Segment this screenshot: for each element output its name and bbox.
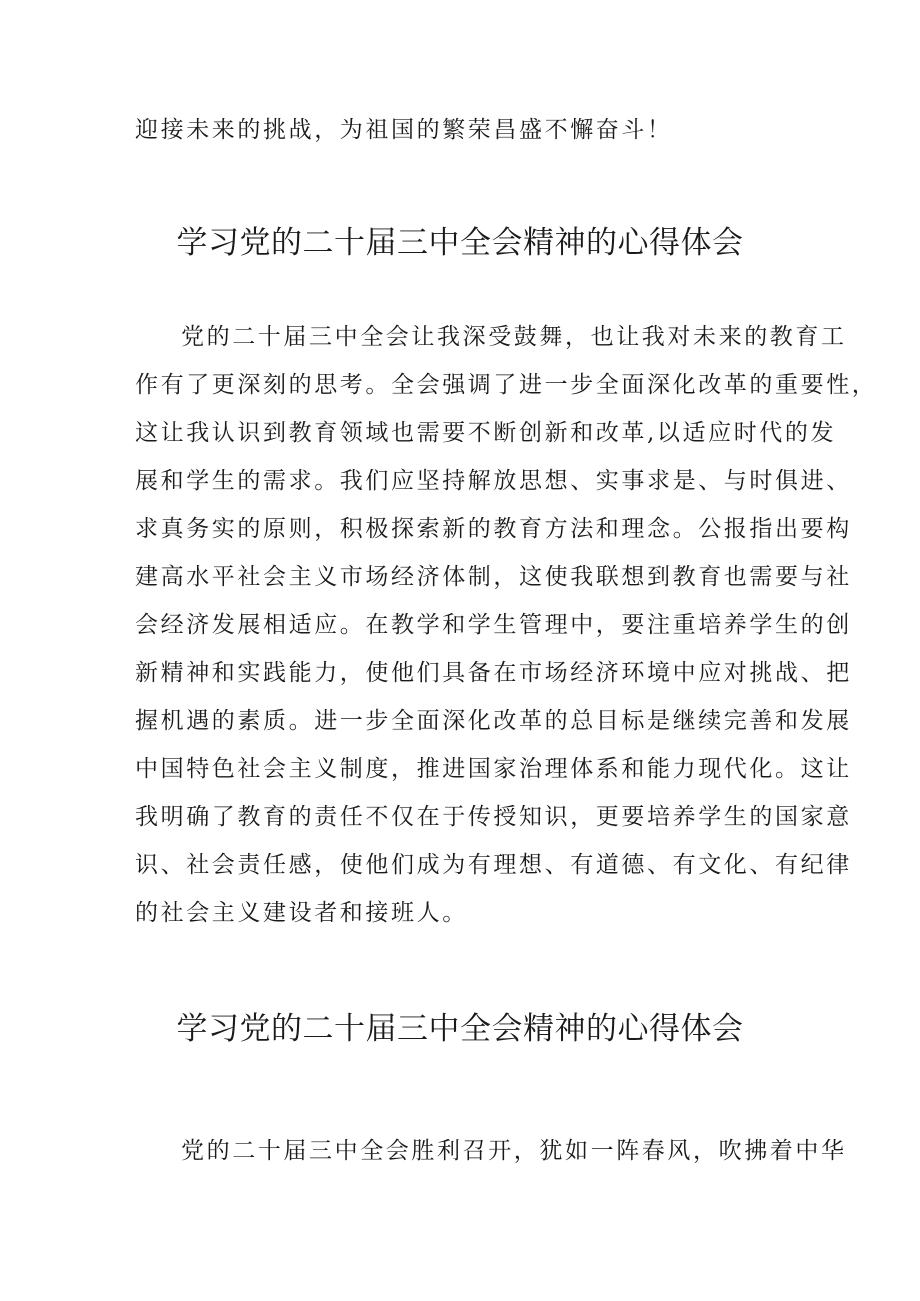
paragraph-line: 党的二十届三中全会胜利召开，犹如一阵春风，吹拂着中华 xyxy=(181,1138,847,1164)
paragraph-line: 识、社会责任感，使他们成为有理想、有道德、有文化、有纪律 xyxy=(135,852,852,878)
paragraph-line: 的社会主义建设者和接班人。 xyxy=(135,900,468,926)
paragraph-line: 我明确了教育的责任不仅在于传授知识，更要培养学生的国家意 xyxy=(135,804,852,830)
paragraph-line: 新精神和实践能力，使他们具备在市场经济环境中应对挑战、把 xyxy=(135,660,852,686)
intro-paragraph-line: 迎接未来的挑战，为祖国的繁荣昌盛不懈奋斗！ xyxy=(135,117,673,143)
section-1-title: 学习党的二十届三中全会精神的心得体会 xyxy=(176,225,744,261)
paragraph-line: 会经济发展相适应。在教学和学生管理中，要注重培养学生的创 xyxy=(135,612,852,638)
paragraph-line: 建高水平社会主义市场经济体制，这使我联想到教育也需要与社 xyxy=(135,564,852,590)
section-2-title: 学习党的二十届三中全会精神的心得体会 xyxy=(176,1011,744,1047)
paragraph-line: 展和学生的需求。我们应坚持解放思想、实事求是、与时俱进、 xyxy=(135,468,852,494)
paragraph-line: 求真务实的原则，积极探索新的教育方法和理念。公报指出要构 xyxy=(135,516,852,542)
paragraph-line: 这让我认识到教育领域也需要不断创新和改革,以适应时代的发 xyxy=(135,420,837,446)
paragraph-line: 作有了更深刻的思考。全会强调了进一步全面深化改革的重要性， xyxy=(135,372,878,398)
paragraph-line: 中国特色社会主义制度，推进国家治理体系和能力现代化。这让 xyxy=(135,756,852,782)
paragraph-line: 握机遇的素质。进一步全面深化改革的总目标是继续完善和发展 xyxy=(135,708,852,734)
paragraph-line: 党的二十届三中全会让我深受鼓舞，也让我对未来的教育工 xyxy=(181,324,847,350)
